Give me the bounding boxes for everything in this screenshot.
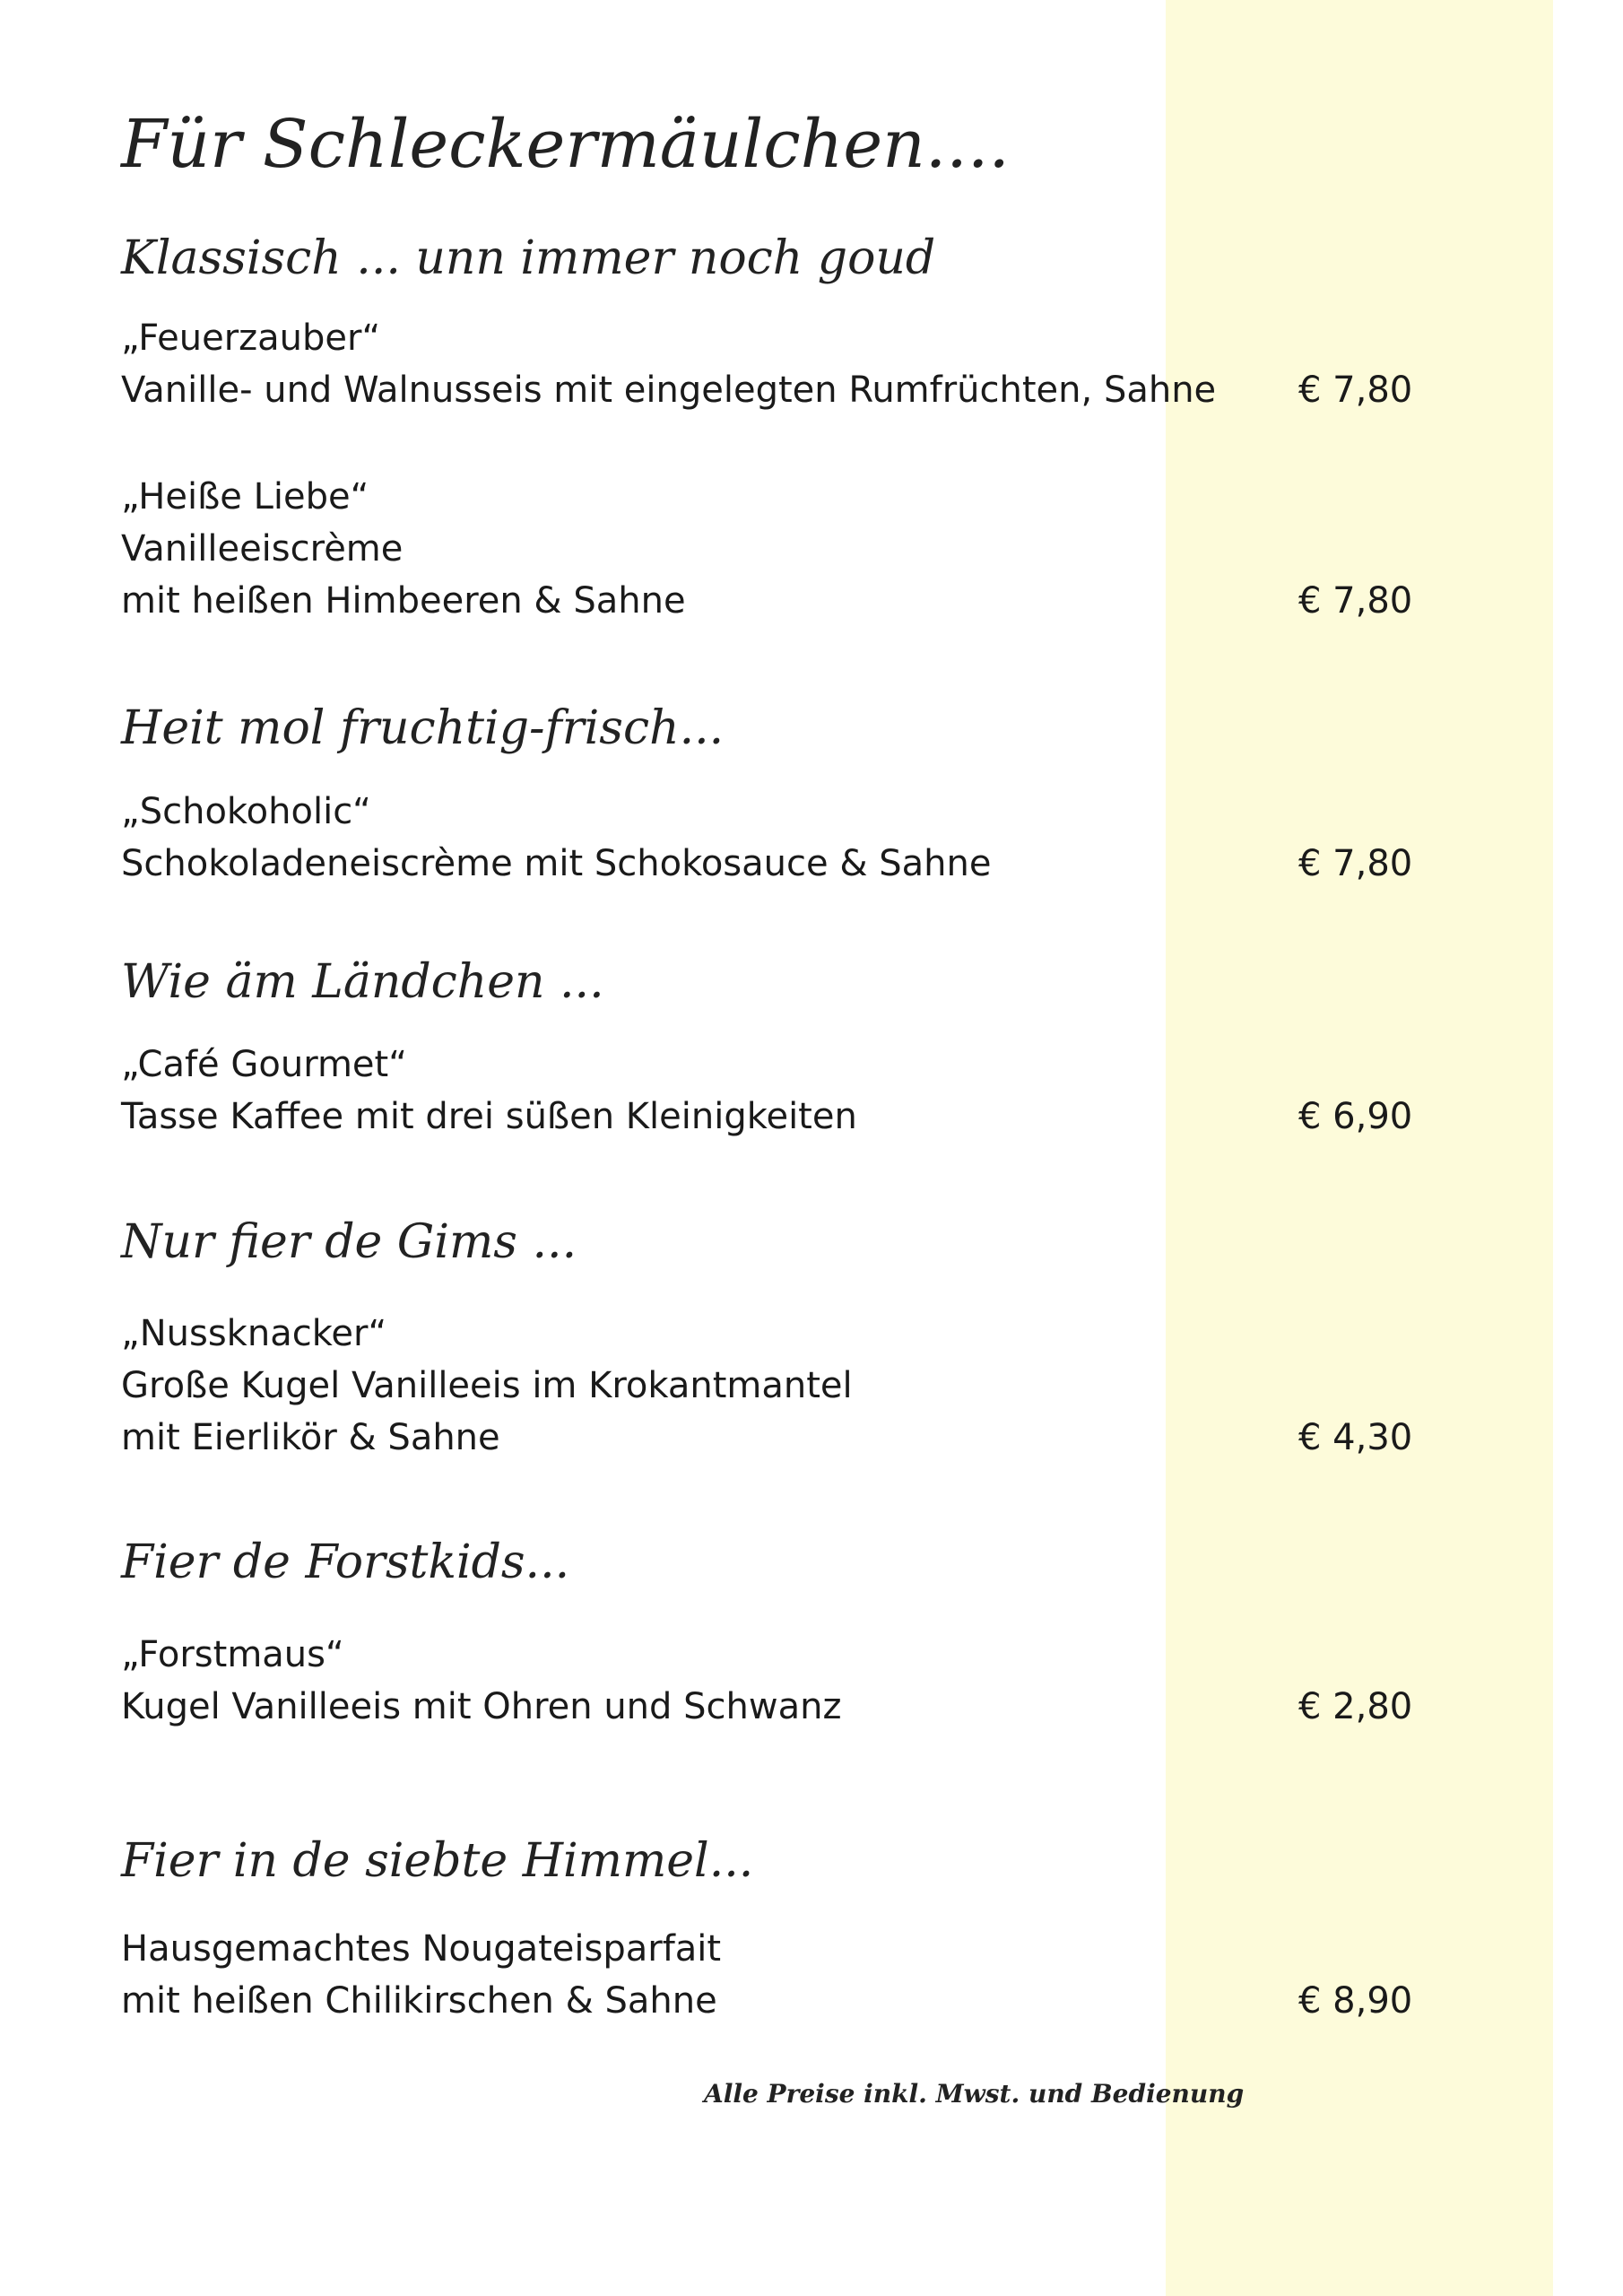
item-name-cafe-gourmet: „Café Gourmet“ [121, 1044, 407, 1085]
item-price-nougat: € 8,90 [1298, 1980, 1413, 2022]
item-desc-heisse-liebe-2: mit heißen Himbeeren & Sahne [121, 580, 686, 622]
item-name-heisse-liebe: „Heiße Liebe“ [121, 476, 369, 517]
item-price-feuerzauber: € 7,80 [1298, 370, 1413, 411]
item-name-feuerzauber: „Feuerzauber“ [121, 317, 381, 359]
item-price-forstmaus: € 2,80 [1298, 1686, 1413, 1727]
item-desc-schokoholic: Schokoladeneiscrème mit Schokosauce & Sahne [121, 843, 992, 884]
item-desc-feuerzauber: Vanille- und Walnusseis mit eingelegten Rumfrüchten, Sahne [121, 370, 1217, 411]
item-desc-cafe-gourmet: Tasse Kaffee mit drei süßen Kleinigkeiten [121, 1096, 857, 1137]
section-heading-laendchen: Wie äm Ländchen ... [121, 955, 604, 1009]
item-price-cafe-gourmet: € 6,90 [1298, 1096, 1413, 1137]
item-desc-nougat-2: mit heißen Chilikirschen & Sahne [121, 1980, 717, 2022]
item-desc-nougat-1: Hausgemachtes Nougateisparfait [121, 1928, 722, 1970]
menu-title: Für Schleckermäulchen.... [121, 106, 1010, 183]
section-heading-gims: Nur fier de Gims ... [121, 1215, 577, 1269]
decorative-stripe [1166, 0, 1553, 2296]
item-name-forstmaus: „Forstmaus“ [121, 1634, 344, 1675]
item-desc-nussknacker-1: Große Kugel Vanilleeis im Krokantmantel [121, 1365, 853, 1406]
item-name-nussknacker: „Nussknacker“ [121, 1313, 387, 1354]
section-heading-fruchtig: Heit mol fruchtig-frisch... [121, 701, 725, 755]
item-desc-forstmaus: Kugel Vanilleeis mit Ohren und Schwanz [121, 1686, 842, 1727]
price-note: Alle Preise inkl. Mwst. und Bedienung [704, 2079, 1245, 2109]
item-desc-nussknacker-2: mit Eierlikör & Sahne [121, 1417, 500, 1458]
item-name-schokoholic: „Schokoholic“ [121, 791, 371, 832]
section-heading-forstkids: Fier de Forstkids... [121, 1535, 570, 1589]
item-desc-heisse-liebe-1: Vanilleeiscrème [121, 528, 404, 570]
item-price-heisse-liebe: € 7,80 [1298, 580, 1413, 622]
section-heading-klassisch: Klassisch ... unn immer noch goud [121, 231, 936, 285]
section-heading-himmel: Fier in de siebte Himmel... [121, 1834, 754, 1888]
item-price-nussknacker: € 4,30 [1298, 1417, 1413, 1458]
item-price-schokoholic: € 7,80 [1298, 843, 1413, 884]
